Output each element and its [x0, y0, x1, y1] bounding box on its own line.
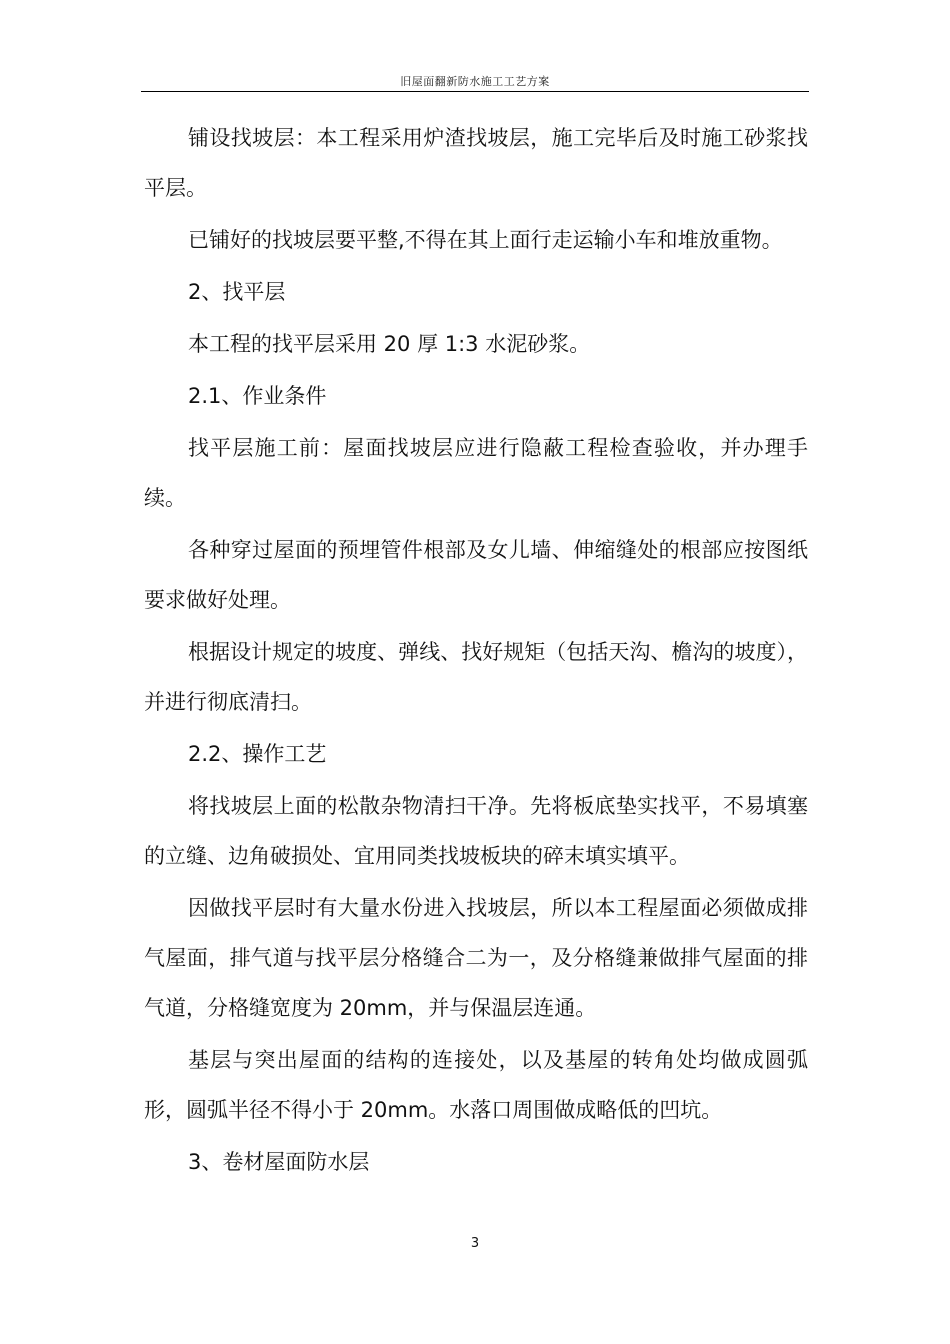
paragraph: 本工程的找平层采用 20 厚 1:3 水泥砂浆。	[188, 332, 591, 356]
page-number: 3	[470, 1236, 480, 1251]
header-divider	[141, 91, 809, 92]
section-heading: 3、卷材屋面防水层	[188, 1150, 370, 1174]
paragraph: 已铺好的找坡层要平整,不得在其上面行走运输小车和堆放重物。	[188, 228, 783, 252]
document-body	[144, 113, 808, 1189]
paragraph: 各种穿过屋面的预埋管件根部及女儿墙、伸缩缝处的根部应按图纸要求做好处理。	[144, 538, 808, 612]
paragraph: 将找坡层上面的松散杂物清扫干净。先将板底垫实找平，不易填塞的立缝、边角破损处、宜用同类找坡板块的碎末填实填平。	[144, 794, 808, 868]
paragraph: 基层与突出屋面的结构的连接处，以及基屋的转角处均做成圆弧形，圆弧半径不得小于 20mm。水落口周围做成略低的凹坑。	[144, 1048, 808, 1122]
paragraph: 因做找平层时有大量水份进入找坡层，所以本工程屋面必须做成排气屋面，排气道与找平层分格缝合二为一，及分格缝兼做排气屋面的排气道，分格缝宽度为 20mm，并与保温层连通。	[144, 896, 808, 1020]
paragraph: 铺设找坡层：本工程采用炉渣找坡层，施工完毕后及时施工砂浆找平层。	[144, 126, 808, 200]
paragraph: 根据设计规定的坡度、弹线、找好规矩（包括天沟、檐沟的坡度），并进行彻底清扫。	[144, 640, 808, 714]
section-heading: 2.2、操作工艺	[188, 742, 327, 766]
page-header-title: 旧屋面翻新防水施工工艺方案	[400, 75, 550, 88]
section-heading: 2.1、作业条件	[188, 384, 327, 408]
section-heading: 2、找平层	[188, 280, 286, 304]
paragraph: 找平层施工前：屋面找坡层应进行隐蔽工程检查验收，并办理手续。	[144, 436, 808, 510]
